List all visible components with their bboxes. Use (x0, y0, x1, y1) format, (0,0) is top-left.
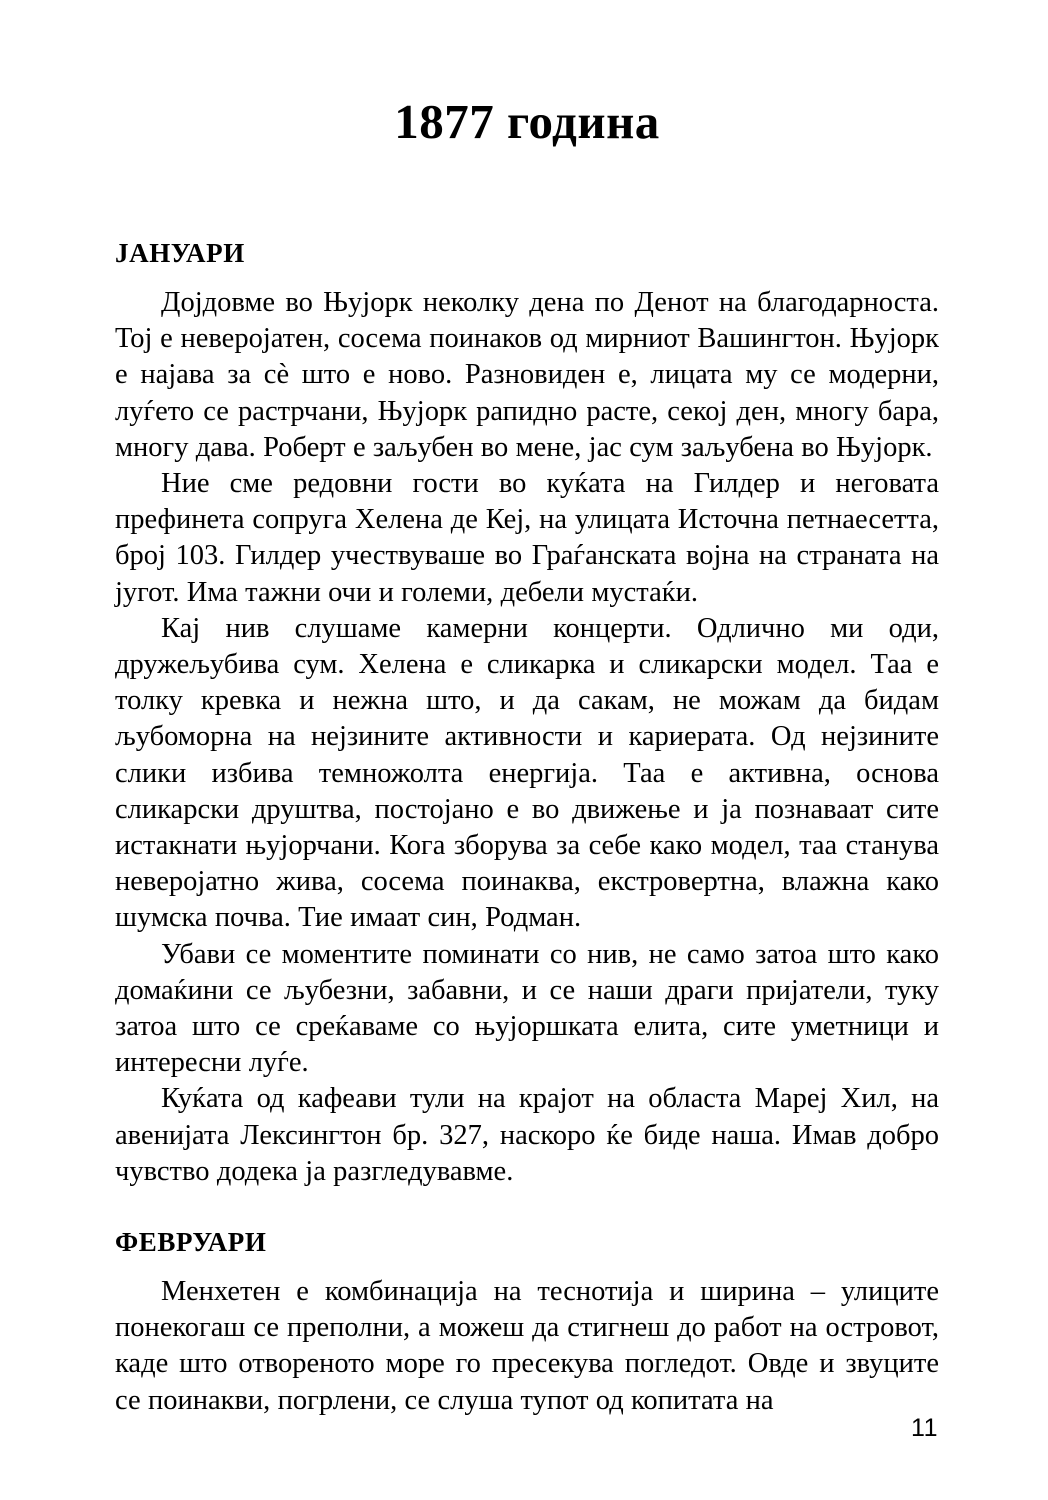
paragraph: Куќата од кафеави тули на крајот на областа Мареј Хил, на авенијата Лексингтон бр. 327, наскоро ќе биде наша. Имав добро чувство додека ја разгледувавме. (115, 1083, 939, 1187)
page-content (115, 0, 939, 1419)
section-heading-january: ЈАНУАРИ (115, 238, 245, 268)
paragraph: Ние сме редовни гости во куќата на Гилдер и неговата префинета сопруга Хелена де Кеј, на улицата Источна петнаесетта, број 103. Гилдер учествуваше во Граѓанската војна на страната на југот. Има тажни очи и големи, дебели мустаќи. (115, 468, 939, 608)
page-title: 1877 година (394, 94, 660, 149)
paragraph: Менхетен е комбинација на теснотија и ширина – улиците понекогаш се преполни, а можеш да стигнеш до работ на островот, каде што отвореното море го пресекува погледот. Овде и звуците се поинакви, погрлени, се слуша тупот од копитата на (115, 1276, 939, 1416)
paragraph: Кај нив слушаме камерни концерти. Одлично ми оди, дружељубива сум. Хелена е сликарка и сликарски модел. Таа е толку кревка и нежна што, и да сакам, не можам да бидам љубоморна на нејзините активности и кариерата. Од нејзините слики избива темножолта енергија. Таа е активна, основа сликарски друштва, постојано е во движење и ја познаваат сите истакнати њујорчани. Кога зборува за себе како модел, таа станува неверојатно жива, сосема поинаква, екстровертна, влажна како шумска почва. Тие имаат син, Родман. (115, 612, 939, 934)
page-number: 11 (911, 1414, 938, 1442)
paragraph: Дојдовме во Њујорк неколку дена по Денот на благодарноста. Тој е неверојатен, сосема поинаков од мирниот Вашингтон. Њујорк е најава за сѐ што е ново. Разновиден е, лицата му се модерни, луѓето се растрчани, Њујорк рапидно расте, секој ден, многу бара, многу дава. Роберт е заљубен во мене, јас сум заљубена во Њујорк. (115, 287, 939, 463)
paragraph: Убави се моментите поминати со нив, не само затоа што како домаќини се љубезни, забавни, и се наши драги пријатели, туку затоа што се среќаваме со њујоршката елита, сите уметници и интересни луѓе. (115, 938, 939, 1079)
section-heading-february: ФЕВРУАРИ (115, 1227, 267, 1258)
